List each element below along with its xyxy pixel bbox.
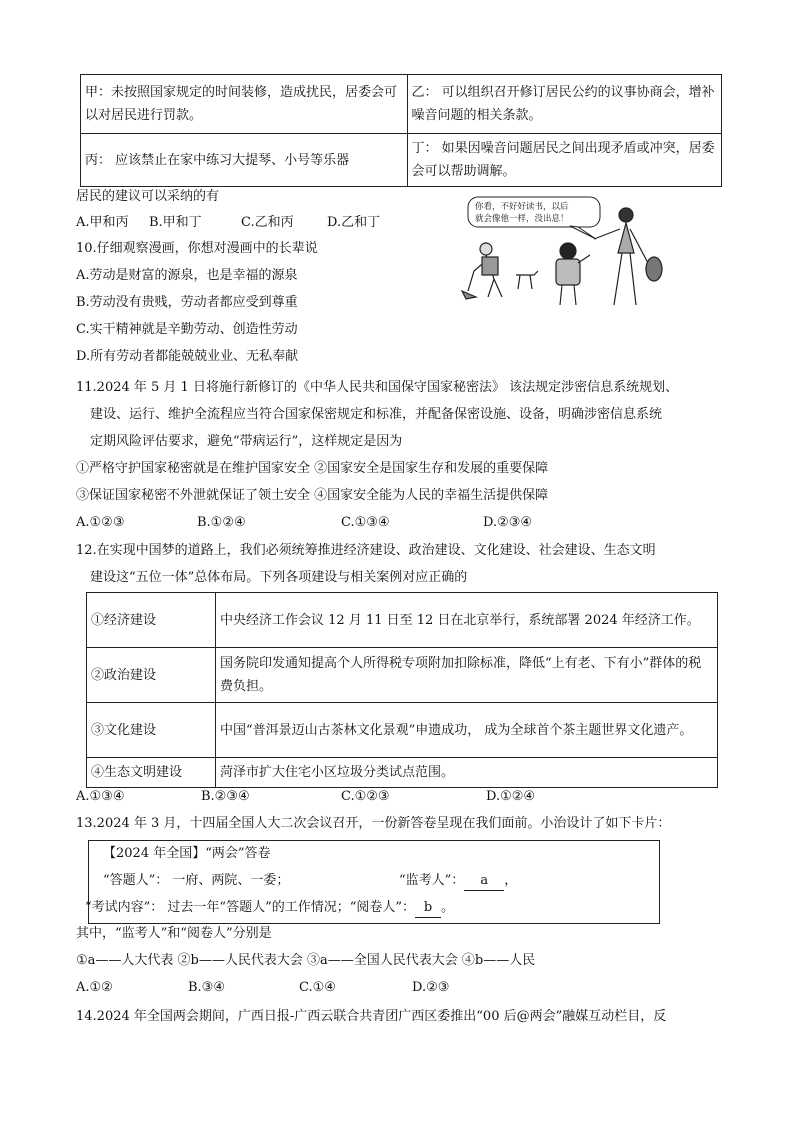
q11-stem-line-2: 建设、运行、维护全流程应当符合国家保密规定和标准，并配备保密设施、设备，明确涉密信息系统 <box>90 407 663 422</box>
card-content-text: “考试内容”： 过去一年“答题人”的工作情况；“阅卷人”： <box>85 900 416 915</box>
lianghui-card <box>85 840 660 924</box>
sweeper-figure <box>462 243 538 299</box>
q13-statements: ①a——人大代表 ②b——人民代表大会 ③a——全国人民代表大会 ④b——人民 <box>76 953 536 968</box>
mother-figure <box>594 208 662 305</box>
q9-option-d: D.乙和丁 <box>327 215 381 230</box>
q11-stem-line-1: 11.2024 年 5 月 1 日将施行新修订的《中华人民共和国保守国家秘密法》 该法规定涉密信息系统规划、 <box>76 380 679 395</box>
construction-table <box>86 592 718 788</box>
q11-statements-1: ①严格守护国家秘密就是在维护国家安全 ②国家安全是国家生存和发展的重要保障 <box>76 461 549 476</box>
row-label-culture: ③文化建设 <box>87 703 216 758</box>
row-label-politics: ②政治建设 <box>87 648 216 703</box>
q13-option-d: D.②③ <box>412 980 450 995</box>
card-invigilator-label: “监考人”： <box>399 873 465 888</box>
card-content <box>85 899 454 918</box>
suggestion-jia: 甲：未按照国家规定的时间装修，造成扰民，居委会可以对居民进行罚款。 <box>81 75 408 134</box>
bubble-line-2: 就会像他一样，没出息！ <box>475 214 569 224</box>
q10-stem: 10.仔细观察漫画，你想对漫画中的长辈说 <box>76 241 318 256</box>
q11-option-b: B.①②④ <box>197 515 246 530</box>
q12-option-a: A.①③④ <box>76 789 125 804</box>
q13-question: 其中，“监考人”和“阅卷人”分别是 <box>76 926 272 941</box>
row-case-culture: 中国“普洱景迈山古茶林文化景观”申遗成功， 成为全球首个茶主题世界文化遗产。 <box>216 703 718 758</box>
card-content-end: 。 <box>441 900 455 915</box>
q12-option-c: C.①②③ <box>341 789 390 804</box>
child-figure <box>556 243 590 305</box>
card-answerer: “答题人”： 一府、两院、一委； <box>103 873 290 888</box>
bubble-line-1: 你看，不好好读书，以后 <box>475 202 569 212</box>
q13-stem: 13.2024 年 3 月，十四届全国人大二次会议召开，一份新答卷呈现在我们面前。小治设计了如下卡片： <box>76 816 671 831</box>
q12-option-d: D.①②④ <box>486 789 536 804</box>
q14-stem: 14.2024 年全国两会期间，广西日报-广西云联合共青团广西区委推出“00 后@两会”融媒互动栏目，反 <box>76 1009 667 1024</box>
row-label-ecology: ④生态文明建设 <box>87 758 216 788</box>
row-label-economy: ①经济建设 <box>87 593 216 648</box>
row-case-ecology: 菏泽市扩大住宅小区垃圾分类试点范围。 <box>216 758 718 788</box>
suggestion-bing: 丙： 应该禁止在家中练习大提琴、小号等乐器 <box>81 134 408 187</box>
q12-option-b: B.②③④ <box>201 789 250 804</box>
q9-option-c: C.乙和丙 <box>241 215 294 230</box>
suggestion-ding: 丁： 如果因噪音问题居民之间出现矛盾或冲突，居委会可以帮助调解。 <box>407 134 722 187</box>
card-invigilator: “监考人”： a ， <box>399 872 517 891</box>
q11-option-a: A.①②③ <box>76 515 125 530</box>
card-title: 【2024 年全国】“两会”答卷 <box>103 846 271 861</box>
row-case-economy: 中央经济工作会议 12 月 11 日至 12 日在北京举行，系统部署 2024 年经济工作。 <box>216 593 718 648</box>
q13-option-a: A.①② <box>76 980 113 995</box>
cartoon-drawing <box>458 193 668 313</box>
q10-option-b: B.劳动没有贵贱，劳动者都应受到尊重 <box>76 295 298 310</box>
cartoon-illustration <box>458 193 668 313</box>
q12-stem-line-1: 12.在实现中国梦的道路上，我们必须统筹推进经济建设、政治建设、文化建设、社会建设、生态文明 <box>76 543 656 558</box>
q11-stem-line-3: 定期风险评估要求，避免“带病运行”，这样规定是因为 <box>90 434 403 449</box>
q10-option-c: C.实干精神就是辛勤劳动、创造性劳动 <box>76 322 298 337</box>
row-case-politics: 国务院印发通知提高个人所得税专项附加扣除标准，降低“上有老、下有小”群体的税费负担。 <box>216 648 718 703</box>
q11-option-d: D.②③④ <box>483 515 533 530</box>
suggestion-yi: 乙： 可以组织召开修订居民公约的议事协商会，增补噪音问题的相关条款。 <box>407 75 722 134</box>
card-blank-a: a <box>464 872 504 891</box>
q13-option-c: C.①④ <box>299 980 336 995</box>
q11-statements-2: ③保证国家秘密不外泄就保证了领土安全 ④国家安全能为人民的幸福生活提供保障 <box>76 488 549 503</box>
card-blank-b: b <box>415 899 441 918</box>
q9-stem: 居民的建议可以采纳的有 <box>76 189 220 204</box>
q13-option-b: B.③④ <box>188 980 225 995</box>
q12-stem-line-2: 建设这“五位一体”总体布局。下列各项建设与相关案例对应正确的 <box>90 570 468 585</box>
q10-option-a: A.劳动是财富的源泉，也是幸福的源泉 <box>76 268 298 283</box>
suggestion-table <box>80 74 722 187</box>
q9-option-a: A.甲和丙 <box>76 215 129 230</box>
q9-option-b: B.甲和丁 <box>149 215 202 230</box>
q10-option-d: D.所有劳动者都能兢兢业业、无私奉献 <box>76 349 299 364</box>
q11-option-c: C.①③④ <box>341 515 390 530</box>
